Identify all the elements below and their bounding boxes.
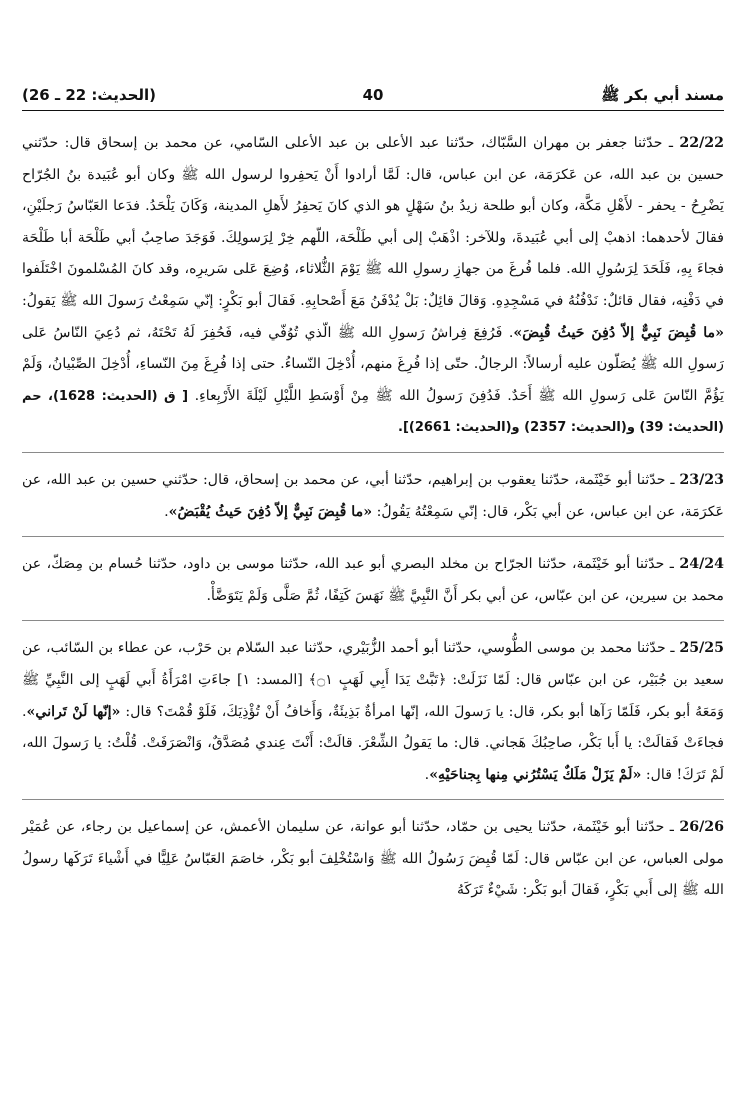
hadith-22 — [22, 128, 724, 444]
page-body — [22, 128, 724, 907]
hadith-range: (الحديث: 22 ـ 26) — [22, 86, 157, 104]
page-header — [22, 84, 724, 111]
hadith-text-end: . — [424, 766, 430, 783]
hadith-26 — [22, 799, 724, 907]
hadith-text-continued: . فَرُفِعَ فِراشُ رَسولِ الله ﷺ الّذي تُوُفّي فيه، فَحُفِرَ لَهُ تَحْتَهُ، ثم دُعِيَ النّاسُ عَلى رَسولِ الله ﷺ يُصَلّون عليه أرسالاً: الرجالُ. حتّى إذا فُرِغَ منهم، أُدْخِلَ النّساءُ. حتى إذا فُرِغَ مِنَ النّساءِ، أُدْخِلَ الصِّبْيانُ، وَلَمْ يَؤُمَّ النّاسَ عَلى رَسولِ الله ﷺ أَحَدٌ. فَدُفِنَ رَسولُ الله ﷺ مِنْ أَوْسَطِ اللَّيْلِ لَيْلَةَ الأَرْبِعاءِ. — [22, 324, 724, 404]
prophet-quote: «ما قُبِضَ نَبِيٌّ إلاّ دُفِنَ حَيثُ يُقْبَضُ» — [168, 503, 373, 520]
hadith-number: 23/23 — [679, 471, 725, 488]
hadith-number: 26/26 — [679, 819, 724, 836]
page-number: 40 — [362, 86, 384, 104]
hadith-number: 25/25 — [679, 640, 724, 657]
prophet-quote: «ما قُبِضَ نَبِيٌّ إلاّ دُفِنَ حَيثُ قُبِضَ» — [513, 324, 725, 341]
hadith-text: ـ حدّثنا أبو خَيْثَمة، حدّثنا يعقوب بن إبراهيم، حدّثنا أبي، عن محمد بن إسحاق، قال: حدّثني حسين بن عبد الله، عن عَكرَمَة، عن ابن عباس، عن أبي بَكْر، قال: إنّي سَمِعْتُهُ يَقُولُ: — [22, 471, 724, 520]
prophet-quote-2: «لَمْ يَزَلْ مَلَكٌ يَسْتُرُني مِنها بِجناحَيْهِ» — [429, 766, 642, 783]
hadith-24 — [22, 536, 724, 612]
hadith-25 — [22, 620, 724, 791]
hadith-23 — [22, 452, 724, 528]
hadith-reference: [ ق (الحديث: 1628)، حم (الحديث: 39) و(الحديث: 2357) و(الحديث: 2661)]. — [22, 388, 724, 436]
hadith-number: 22/22 — [679, 135, 724, 151]
hadith-text: ـ حدّثنا جعفر بن مهران السَّبّاك، حدّثنا عبد الأعلى بن عبد الأعلى السّامي، عن محمد بن إسحاق قال: حدّثني حسين بن عبد الله، عن عَكرَمَة، عن ابن عباس، قال: لَمَّا أرادوا أَنْ يَحفِروا لرسول الله ﷺ وكان أبو عُبَيدة بنُ الجُرّاح يَضْرِحُ - يحفر - لأَهْلِ مَكَّة، وكان أبو طلحة زيدُ بنُ سَهْلٍ هو الذي كانَ يَحفِرُ لأَهلِ المدينة، وَكَانَ يَلْحَدُ. فدَعا العَبّاسُ رَجلَيْنِ، فقالَ لأحدهما: اذهبْ إلى أبي عُبَيدةَ، وللآخر: اذْهَبْ إلى أبي طَلْحَة، اللّهم خِرْ لِرَسولِكَ. فَوَجَدَ صاحِبُ أبي طَلْحَة أبا طَلْحَة فجاءَ بِهِ، فَلَحَدَ لِرَسُولِ الله. فلما فُرغَ من جهازِ رسولِ الله ﷺ يَوْمَ الثُّلاثاء، وُضِعَ عَلى سَريرِه، وقد كانَ المُسْلمونَ اخْتَلَفوا في دَفْنِه، فقال قائلٌ: نَدْفُنُهُ في مَسْجِدِهِ. وَقالَ قائِلٌ: بَلْ يُدْفَنُ مَعَ أَصْحابِهِ. فَقالَ أبو بَكْرٍ: إنّي سَمِعْتُ رَسولَ الله ﷺ يَقولُ: — [22, 135, 724, 309]
hadith-text: ـ حدّثنا محمد بن موسى الطُّوسي، حدّثنا أبو أحمد الزُّبَيْري، حدّثنا عبد السّلام بن حَرْب، عن عطاء بن السّائب، عن سعيد بن جُبَيْر، عن ابن عبّاس قال: لَمّا نَزَلَتْ: ﴿تَبَّتْ يَدَا أَبِي لَهَبٍ ۝١﴾ [المسد: ١] جاءَتِ امْرَأَةُ أَبي لَهَبٍ إلى النَّبِيِّ ﷺ وَمَعَهُ أبو بكر، فَلَمّا رَآها أبو بكر، قال: يا رَسولَ الله، إنّها امرأةٌ بَذِيئَةٌ، وَأَخافُ أَنْ تُؤْذِيَكَ، فَلَوْ قُمْتَ؟ قال: — [22, 640, 725, 720]
prophet-quote: «إنّها لَنْ تَراني» — [26, 703, 121, 720]
hadith-text-continued: . فجاءَتْ فَقالَتْ: يا أَبا بَكْر، صاحِبُكَ هَجاني. قال: ما يَقولُ الشِّعْرَ. قالَتْ: أَنْتَ عِندي مُصَدَّقٌ، وَانْصَرَفَتْ. قُلْتُ: يا رَسولَ الله، لَمْ تَرَكَ! قال: — [22, 703, 724, 783]
book-title: مسند أبي بكر ﷺ — [601, 86, 724, 104]
hadith-text-continued: . — [164, 503, 169, 520]
hadith-text: ـ حدّثنا أبو خَيْثَمة، حدّثنا يحيى بن حمّاد، حدّثنا أبو عوانة، عن سليمان الأعمش، عن إسماعيل بن رجاء، عن عُمَيْر مولى العباس، عن ابن عبّاس قال: لَمّا قُبِضَ رَسُولُ الله ﷺ وَاسْتُخْلِفَ أبو بَكْر، خاصَمَ العَبّاسُ عَلِيًّا في أَشْياءَ تَرَكَها رسولُ الله ﷺ إلى أَبي بَكْرٍ، فَقالَ أبو بَكْر: شَيْءٌ تَرَكَهُ — [22, 819, 724, 899]
hadith-number: 24/24 — [679, 556, 724, 573]
hadith-text: ـ حدّثنا أبو خَيْثَمة، حدّثنا الجرّاح بن مخلد البصري أبو عبد الله، حدّثنا موسى بن داود، حدّثنا حُسام بن مِصَكّ، عن محمد بن سيرين، عن ابن عبّاس، عن أبي بكر أَنَّ النَّبِيَّ ﷺ نَهَسَ كَتِفًا، ثُمَّ صَلَّى وَلَمْ يَتَوَضَّأْ. — [22, 556, 724, 604]
